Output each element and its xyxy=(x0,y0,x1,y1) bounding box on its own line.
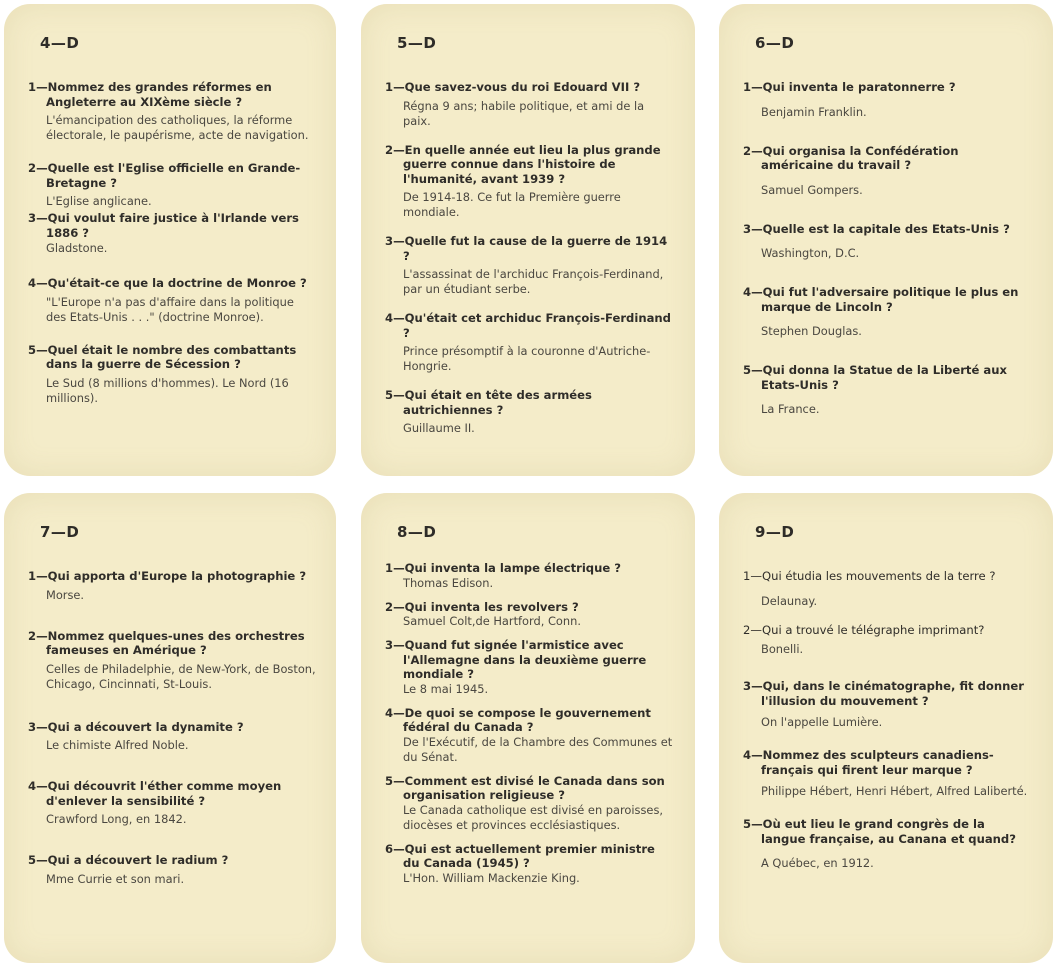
question: 3—Qui a découvert la dynamite ? xyxy=(28,719,244,734)
question: 5—Où eut lieu le grand congrès de la langue française, au Canana et quand? xyxy=(743,817,1016,846)
qa-item xyxy=(385,143,675,221)
card-4d xyxy=(4,4,336,476)
question: 4—Qu'était cet archiduc François-Ferdinand ? xyxy=(385,311,671,340)
answer: L'Hon. William Mackenzie King. xyxy=(403,870,580,885)
question: 5—Qui était en tête des armées autrichiennes ? xyxy=(385,388,592,417)
question: 2—Nommez quelques-unes des orchestres fameuses en Amérique ? xyxy=(28,628,305,657)
card-7d xyxy=(4,493,336,963)
answer: Samuel Colt,de Hartford, Conn. xyxy=(403,614,581,628)
qa-item xyxy=(28,569,316,603)
question: 2—En quelle année eut lieu la plus grande guerre connue dans l'histoire de l'humanité, avant 1939 ? xyxy=(385,142,661,186)
qa-item xyxy=(743,748,1033,799)
answer: L'émancipation des catholiques, la réforme électorale, le paupérisme, acte de navigation. xyxy=(46,113,309,142)
card-title: 6—D xyxy=(755,34,795,52)
qa-item xyxy=(28,161,316,209)
answer: Benjamin Franklin. xyxy=(761,104,867,119)
question: 3—Quelle est la capitale des Etats-Unis ? xyxy=(743,221,1010,236)
answer: Philippe Hébert, Henri Hébert, Alfred Laliberté. xyxy=(761,784,1028,798)
card-title: 9—D xyxy=(755,523,795,541)
answer: Washington, D.C. xyxy=(761,246,860,260)
question: 4—De quoi se compose le gouvernement fédéral du Canada ? xyxy=(385,705,651,734)
qa-item xyxy=(385,234,675,297)
qa-item xyxy=(28,779,316,827)
question: 3—Qui, dans le cinématographe, fit donner l'illusion du mouvement ? xyxy=(743,679,1024,708)
answer: Bonelli. xyxy=(761,642,804,656)
question: 1—Qui inventa la lampe électrique ? xyxy=(385,561,621,575)
qa-item xyxy=(385,600,675,630)
question: 3—Qui voulut faire justice à l'Irlande vers 1886 ? xyxy=(28,211,299,240)
answer: Régna 9 ans; habile politique, et ami de la paix. xyxy=(403,98,645,128)
qa-item xyxy=(743,222,1033,262)
answer: Thomas Edison. xyxy=(403,575,494,590)
question: 6—Qui est actuellement premier ministre du Canada (1945) ? xyxy=(385,841,655,870)
answer: Guillaume II. xyxy=(403,421,475,435)
card-6d xyxy=(719,4,1053,476)
question: 2—Quelle est l'Eglise officielle en Grande-Bretagne ? xyxy=(28,161,301,190)
answer: Delaunay. xyxy=(761,593,818,608)
qa-item xyxy=(28,276,316,325)
answer: De 1914-18. Ce fut la Première guerre mondiale. xyxy=(403,190,621,219)
qa-item xyxy=(743,363,1033,417)
answer: "L'Europe n'a pas d'affaire dans la politique des Etats-Unis . . ." (doctrine Monroe). xyxy=(46,294,294,324)
answer: Le chimiste Alfred Noble. xyxy=(46,738,189,752)
question: 3—Quand fut signée l'armistice avec l'Allemagne dans la deuxième guerre mondiale ? xyxy=(385,638,647,681)
answer: A Québec, en 1912. xyxy=(761,856,874,870)
qa-item xyxy=(385,842,675,886)
qa-item xyxy=(743,817,1033,871)
qa-item xyxy=(385,388,675,436)
answer: Gladstone. xyxy=(46,241,108,255)
card-5d xyxy=(361,4,695,476)
answer: L'Eglise anglicane. xyxy=(46,194,152,208)
qa-item xyxy=(385,80,675,129)
question: 4—Qui découvrit l'éther comme moyen d'enlever la sensibilité ? xyxy=(28,779,282,808)
question: 4—Qui fut l'adversaire politique le plus en marque de Lincoln ? xyxy=(743,285,1019,314)
card-9d xyxy=(719,493,1053,963)
answer: Celles de Philadelphie, de New-York, de Boston, Chicago, Cincinnati, St-Louis. xyxy=(46,661,316,691)
question: 2—Qui organisa la Confédération américaine du travail ? xyxy=(743,143,959,172)
question: 4—Nommez des sculpteurs canadiens-français qui firent leur marque ? xyxy=(743,748,994,777)
answer: Le Canada catholique est divisé en paroisses, diocèses et provinces ecclésiastiques. xyxy=(403,802,663,832)
answer: De l'Exécutif, de la Chambre des Communes et du Sénat. xyxy=(403,734,673,764)
question: 1—Qui inventa le paratonnerre ? xyxy=(743,80,956,94)
card-8d xyxy=(361,493,695,963)
qa-item xyxy=(385,774,675,833)
qa-item xyxy=(385,706,675,765)
qa-item xyxy=(385,638,675,697)
card-title: 8—D xyxy=(397,523,437,541)
question: 1—Que savez-vous du roi Edouard VII ? xyxy=(385,80,641,94)
question: 1—Qui apporta d'Europe la photographie ? xyxy=(28,569,307,583)
question: 5—Qui donna la Statue de la Liberté aux Etats-Unis ? xyxy=(743,363,1007,392)
question: 5—Quel était le nombre des combattants dans la guerre de Sécession ? xyxy=(28,342,297,371)
card-title: 4—D xyxy=(40,34,80,52)
qa-item xyxy=(743,569,1033,609)
qa-item xyxy=(28,853,316,887)
answer: Samuel Gompers. xyxy=(761,182,863,197)
answer: Stephen Douglas. xyxy=(761,324,862,338)
answer: On l'appelle Lumière. xyxy=(761,715,883,729)
qa-item xyxy=(28,343,316,406)
answer: L'assassinat de l'archiduc François-Ferdinand, par un étudiant serbe. xyxy=(403,267,664,296)
question: 2—Qui a trouvé le télégraphe imprimant? xyxy=(743,622,985,637)
answer: Morse. xyxy=(46,587,85,602)
answer: Prince présomptif à la couronne d'Autriche-Hongrie. xyxy=(403,344,651,373)
qa-item xyxy=(743,285,1033,339)
question: 1—Nommez des grandes réformes en Angleterre au XIXème siècle ? xyxy=(28,80,272,109)
card-title: 5—D xyxy=(397,34,437,52)
qa-item xyxy=(743,623,1033,658)
question: 5—Qui a découvert le radium ? xyxy=(28,853,229,867)
question: 4—Qu'était-ce que la doctrine de Monroe ? xyxy=(28,276,307,290)
answer: Crawford Long, en 1842. xyxy=(46,812,187,826)
card-title: 7—D xyxy=(40,523,80,541)
question: 3—Quelle fut la cause de la guerre de 1914 ? xyxy=(385,234,668,263)
answer: Mme Currie et son mari. xyxy=(46,871,185,886)
qa-item xyxy=(743,144,1033,198)
answer: Le Sud (8 millions d'hommes). Le Nord (16 millions). xyxy=(46,375,289,405)
qa-item xyxy=(743,679,1033,730)
question: 2—Qui inventa les revolvers ? xyxy=(385,599,579,614)
answer: Le 8 mai 1945. xyxy=(403,681,489,696)
qa-item xyxy=(28,629,316,692)
qa-item xyxy=(28,80,316,143)
qa-item xyxy=(743,80,1033,120)
qa-item xyxy=(28,720,316,754)
question: 1—Qui étudia les mouvements de la terre ? xyxy=(743,569,996,583)
question: 5—Comment est divisé le Canada dans son organisation religieuse ? xyxy=(385,773,665,802)
qa-item xyxy=(28,211,316,256)
qa-item xyxy=(385,311,675,374)
qa-item xyxy=(385,561,675,591)
answer: La France. xyxy=(761,402,820,416)
